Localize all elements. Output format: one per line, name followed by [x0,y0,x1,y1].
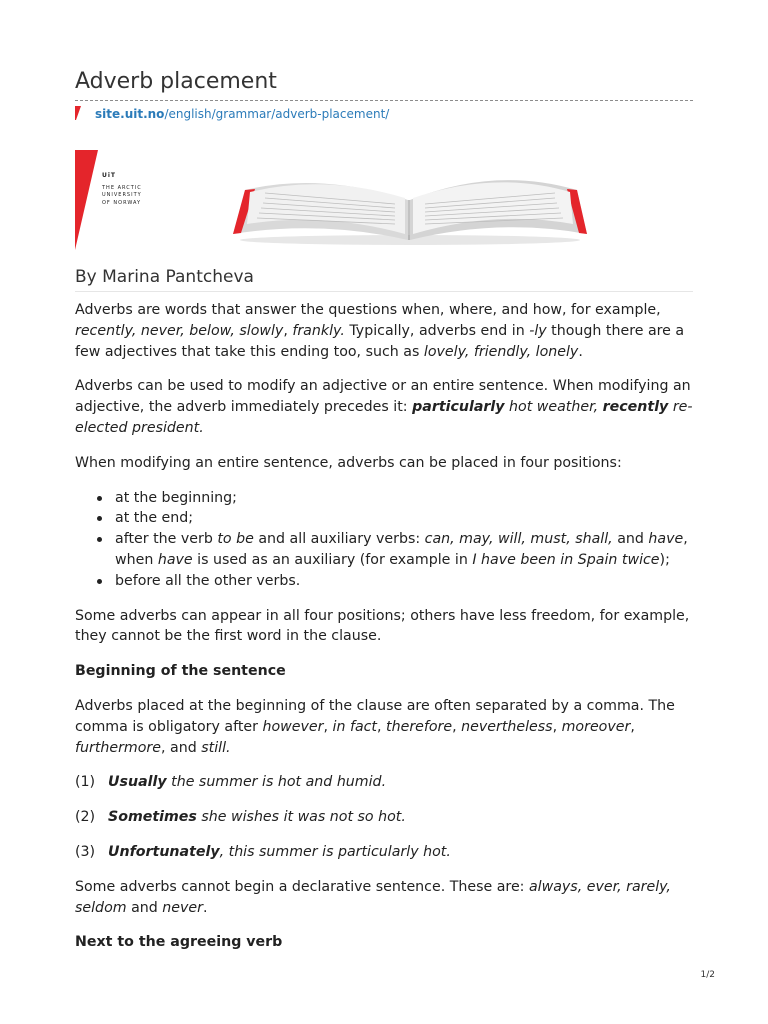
bullet-icon [97,579,102,584]
logo-line-1: UiT [102,172,117,179]
example-2: (2) Sometimes she wishes it was not so hot. [75,809,406,826]
page-number: 1/2 [700,970,715,980]
paragraph-comma: Adverbs placed at the beginning of the clause are often separated by a comma. The comma is obligatory after however, in fact, therefore, nevertheless, moreover, furthermore, and still. [75,697,675,756]
section-heading-beginning: Beginning of the sentence [75,663,286,680]
red-marker-icon [75,106,95,123]
section-heading-agreeing-verb: Next to the agreeing verb [75,934,283,951]
bullet-icon [97,537,102,542]
byline-rule [75,291,693,292]
paragraph-modify: Adverbs can be used to modify an adjective or an entire sentence. When modifying an adjective, the adverb immediately precedes it: particularly hot weather, recently re-elected president. [75,378,693,436]
url-host[interactable]: site.uit.no [95,107,165,121]
paragraph-positions: When modifying an entire sentence, adverbs can be placed in four positions: [75,454,622,471]
bullet-icon [97,516,102,521]
header-image [75,150,693,250]
logo-line-4: OF NORWAY [102,199,142,206]
list-item: at the end; [115,508,693,529]
paragraph-intro: Adverbs are words that answer the questions when, where, and how, for example, recently, never, below, slowly, frankly. Typically, adverbs end in -ly though there are a few adjectives that take this ending too, such as lovely, friendly, lonely. [75,302,685,360]
source-url[interactable] [75,104,389,124]
paragraph-freedom: Some adverbs can appear in all four positions; others have less freedom, for example, they cannot be the first word in the clause. [75,607,690,645]
positions-list [75,488,693,592]
example-3: (3) Unfortunately, this summer is particularly hot. [75,843,451,860]
article-body [75,300,693,967]
list-item: before all the other verbs. [115,571,693,592]
author-byline: By Marina Pantcheva [75,267,254,287]
url-path[interactable]: /english/grammar/adverb-placement/ [164,107,390,121]
bullet-icon [97,496,102,501]
page-title: Adverb placement [75,69,277,94]
logo-line-3: UNIVERSITY [102,192,142,198]
example-1: (1) Usually the summer is hot and humid. [75,774,387,791]
logo-line-2: THE ARCTIC [102,184,142,191]
uit-logo [75,150,175,250]
paragraph-declarative: Some adverbs cannot begin a declarative sentence. These are: always, ever, rarely, seldom and never. [75,878,671,916]
list-item: at the beginning; [115,488,693,509]
title-dashed-rule [75,100,693,101]
open-book-illustration [225,160,595,246]
list-item: after the verb to be and all auxiliary verbs: can, may, will, must, shall, and have, when have is used as an auxiliary (for example in I have been in Spain twice); [115,529,693,571]
